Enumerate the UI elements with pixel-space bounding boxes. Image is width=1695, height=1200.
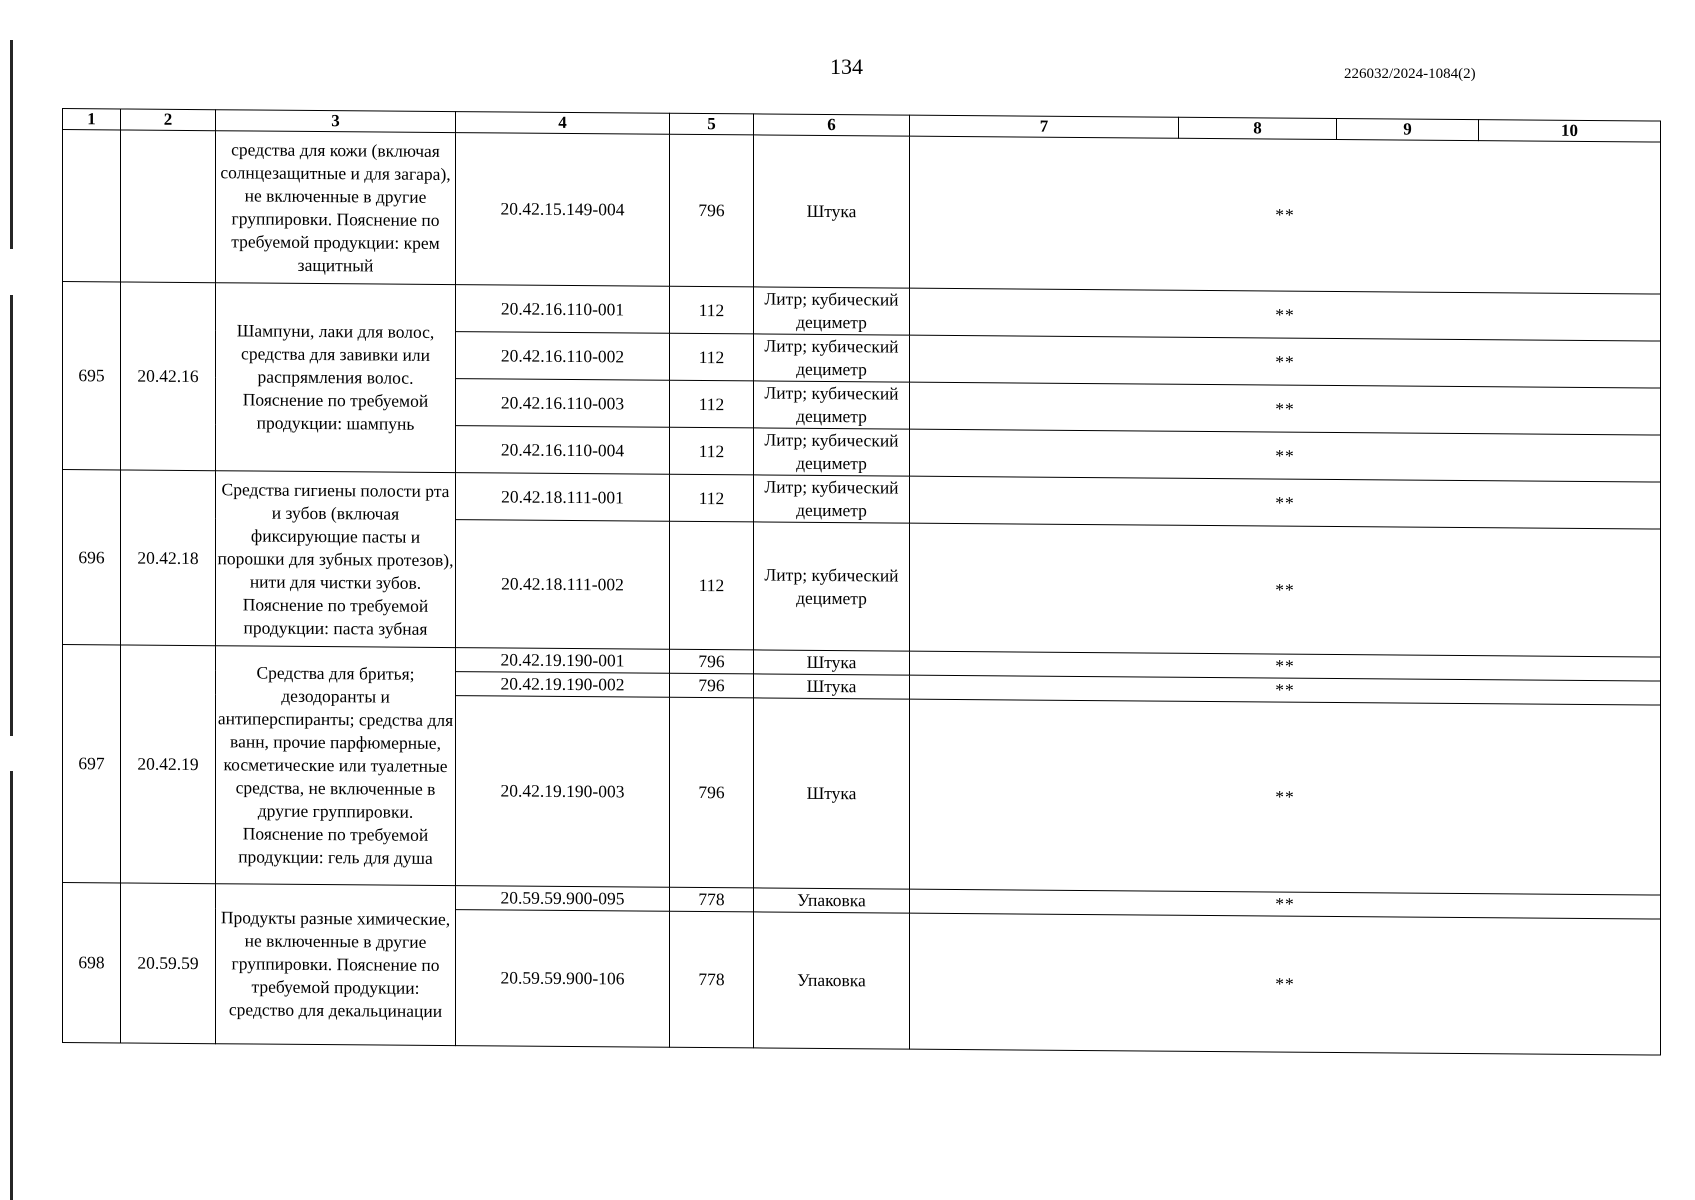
requirements-cell: **	[910, 136, 1661, 294]
okei-code-cell: 778	[670, 911, 754, 1048]
column-header: 2	[121, 109, 216, 131]
unit-cell: Штука	[754, 135, 910, 288]
table-body	[63, 130, 1661, 1056]
ktru-code-cell: 20.42.16.110-004	[456, 426, 670, 475]
requirements-cell: **	[910, 913, 1661, 1055]
ktru-code-cell: 20.42.18.111-001	[456, 473, 670, 522]
row-number-cell: 698	[63, 883, 121, 1043]
unit-cell: Литр; кубический дециметр	[754, 381, 910, 429]
requirements-cell: **	[910, 382, 1661, 435]
row-number-cell: 697	[63, 645, 121, 883]
okei-code-cell: 778	[670, 887, 754, 912]
okpd-code-cell: 20.42.19	[121, 645, 216, 884]
unit-cell: Штука	[754, 650, 910, 675]
ktru-code-cell: 20.42.19.190-002	[456, 672, 670, 698]
requirements-cell: **	[910, 889, 1661, 919]
column-header: 8	[1179, 117, 1337, 139]
product-name-cell: Шампуни, лаки для волос, средства для завивки или распрямления волос. Пояснение по требуемой продукции: шампунь	[216, 283, 456, 473]
requirements-cell: **	[910, 288, 1661, 341]
document-id: 226032/2024-1084(2)	[1344, 66, 1476, 82]
okei-code-cell: 112	[670, 286, 754, 334]
unit-cell: Литр; кубический дециметр	[754, 475, 910, 523]
ktru-code-cell: 20.59.59.900-106	[456, 910, 670, 1048]
requirements-cell: **	[910, 651, 1661, 681]
okei-code-cell: 112	[670, 521, 754, 650]
unit-cell: Штука	[754, 698, 910, 889]
column-header: 3	[216, 110, 456, 133]
requirements-cell: **	[910, 429, 1661, 482]
product-name-cell: Средства гигиены полости рта и зубов (включая фиксирующие пасты и порошки для зубных протезов), нити для чистки зубов. Пояснение по требуемой продукции: паста зубная	[216, 471, 456, 648]
okpd-code-cell: 20.42.18	[121, 470, 216, 646]
column-header: 6	[754, 114, 910, 136]
ktru-code-cell: 20.42.18.111-002	[456, 520, 670, 650]
unit-cell: Литр; кубический дециметр	[754, 287, 910, 335]
unit-cell: Штука	[754, 674, 910, 699]
unit-cell: Литр; кубический дециметр	[754, 522, 910, 651]
row-number-cell	[63, 130, 121, 282]
ktru-code-cell: 20.42.19.190-003	[456, 696, 670, 888]
column-header: 9	[1337, 119, 1479, 141]
requirements-cell: **	[910, 699, 1661, 895]
ktru-code-cell: 20.42.16.110-001	[456, 285, 670, 334]
column-header: 4	[456, 112, 670, 135]
row-number-cell: 696	[63, 470, 121, 645]
document-sheet	[62, 108, 1660, 1056]
okei-code-cell: 112	[670, 474, 754, 522]
table-row	[63, 130, 1661, 295]
column-header: 5	[670, 113, 754, 135]
ktru-code-cell: 20.59.59.900-095	[456, 886, 670, 912]
okpd-code-cell	[121, 130, 216, 283]
unit-cell: Упаковка	[754, 912, 910, 1049]
okei-code-cell: 796	[670, 673, 754, 698]
ktru-code-cell: 20.42.19.190-001	[456, 648, 670, 674]
requirements-cell: **	[910, 476, 1661, 529]
requirements-cell: **	[910, 335, 1661, 388]
okei-code-cell: 112	[670, 427, 754, 475]
ktru-code-cell: 20.42.16.110-003	[456, 379, 670, 428]
page-number: 134	[830, 54, 863, 79]
okei-code-cell: 796	[670, 697, 754, 888]
okpd-code-cell: 20.42.16	[121, 282, 216, 471]
okei-code-cell: 796	[670, 649, 754, 674]
unit-cell: Упаковка	[754, 888, 910, 913]
product-table	[62, 108, 1661, 1056]
unit-cell: Литр; кубический дециметр	[754, 428, 910, 476]
column-header: 10	[1479, 120, 1661, 142]
requirements-cell: **	[910, 523, 1661, 657]
scan-edge-mark	[10, 40, 13, 1200]
okei-code-cell: 796	[670, 134, 754, 287]
product-name-cell: Средства для бритья; дезодоранты и антиперспиранты; средства для ванн, прочие парфюмерные, косметические или туалетные средства, не включенные в другие группировки. Пояснение по требуемой продукции: гель для душа	[216, 646, 456, 886]
unit-cell: Литр; кубический дециметр	[754, 334, 910, 382]
requirements-cell: **	[910, 675, 1661, 705]
row-number-cell: 695	[63, 282, 121, 470]
ktru-code-cell: 20.42.15.149-004	[456, 133, 670, 287]
ktru-code-cell: 20.42.16.110-002	[456, 332, 670, 381]
product-name-cell: средства для кожи (включая солнцезащитные и для загара), не включенные в другие группировки. Пояснение по требуемой продукции: крем защитный	[216, 131, 456, 285]
okei-code-cell: 112	[670, 380, 754, 428]
column-header: 1	[63, 109, 121, 130]
okpd-code-cell: 20.59.59	[121, 883, 216, 1044]
column-header: 7	[910, 115, 1179, 138]
product-name-cell: Продукты разные химические, не включенные в другие группировки. Пояснение по требуемой продукции: средство для декальцинации	[216, 884, 456, 1046]
okei-code-cell: 112	[670, 333, 754, 381]
